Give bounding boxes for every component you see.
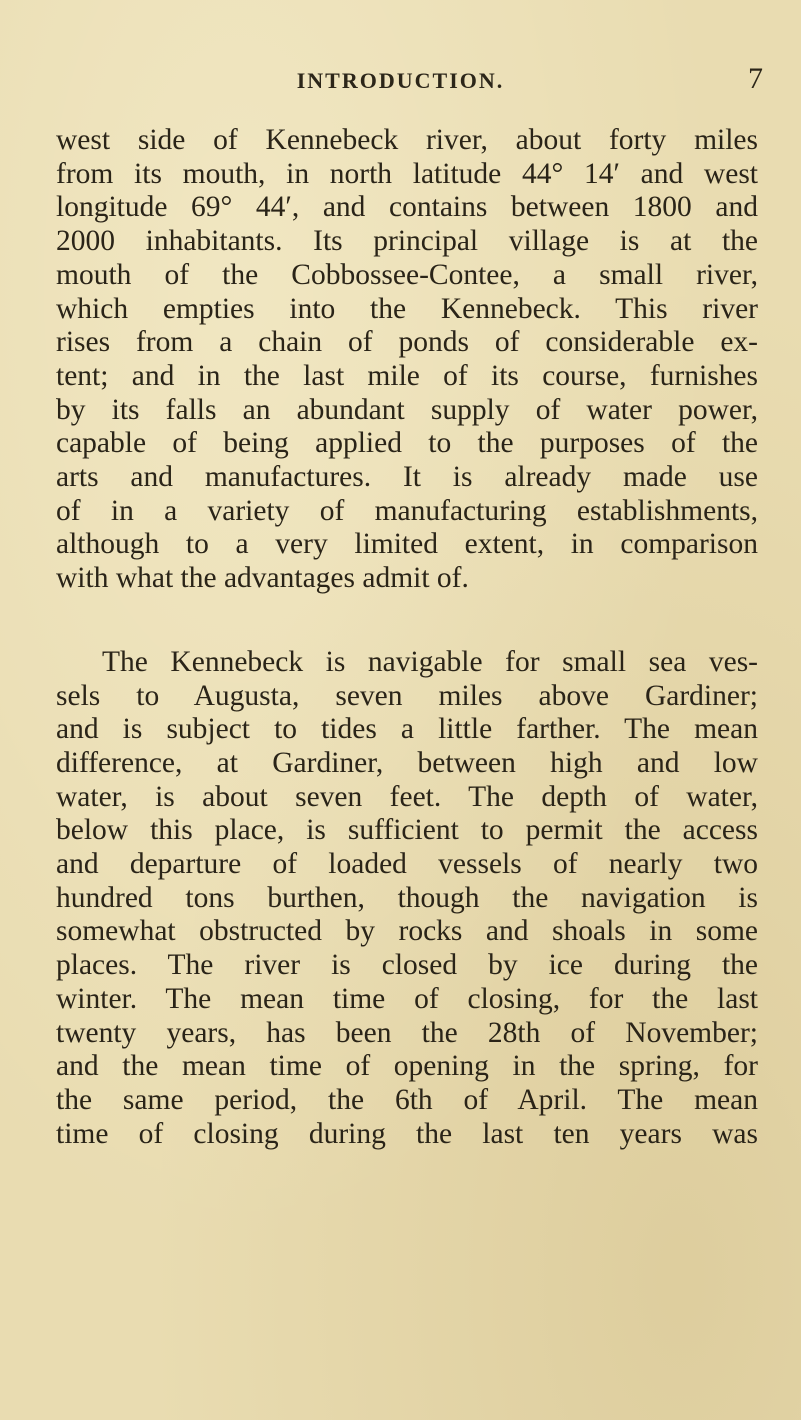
text-line: longitude 69° 44′, and contains between 1800 and: [56, 191, 758, 224]
paragraph-2: [56, 646, 758, 1152]
text-line: water, is about seven feet. The depth of water,: [56, 780, 758, 813]
text-line: capable of being applied to the purposes of the: [56, 427, 758, 460]
text-line: although to a very limited extent, in comparison: [56, 528, 758, 561]
text-line: and the mean time of opening in the spring, for: [56, 1050, 758, 1083]
text-line: 2000 inhabitants. Its principal village is at the: [56, 225, 758, 258]
paragraph-gap: [56, 596, 758, 646]
text-line: arts and manufactures. It is already made use: [56, 461, 758, 494]
text-line: and departure of loaded vessels of nearly two: [56, 848, 758, 881]
running-head: [0, 62, 801, 102]
text-line: difference, at Gardiner, between high and low: [56, 746, 758, 779]
text-line: below this place, is sufficient to permit the access: [56, 814, 758, 847]
text-line: the same period, the 6th of April. The mean: [56, 1083, 758, 1116]
text-line: of in a variety of manufacturing establishments,: [56, 494, 758, 527]
text-line: with what the advantages admit of.: [56, 562, 469, 595]
body-text: [56, 124, 758, 1151]
text-line: from its mouth, in north latitude 44° 14′ and west: [56, 157, 758, 190]
text-line: winter. The mean time of closing, for the last: [56, 982, 758, 1015]
text-line: west side of Kennebeck river, about forty miles: [56, 124, 758, 156]
text-line: time of closing during the last ten years was: [56, 1117, 758, 1150]
text-line: hundred tons burthen, though the navigation is: [56, 881, 758, 914]
text-line: by its falls an abundant supply of water power,: [56, 393, 758, 426]
text-line: twenty years, has been the 28th of November;: [56, 1016, 758, 1049]
text-line: The Kennebeck is navigable for small sea ves-: [102, 645, 758, 678]
text-line: which empties into the Kennebeck. This river: [56, 292, 758, 325]
running-head-title: INTRODUCTION.: [296, 68, 505, 93]
text-line: rises from a chain of ponds of considerable ex-: [56, 326, 758, 359]
paragraph-1: [56, 124, 758, 596]
text-line: mouth of the Cobbossee-Contee, a small river,: [56, 258, 758, 291]
text-line: sels to Augusta, seven miles above Gardiner;: [56, 679, 758, 712]
text-line: places. The river is closed by ice during the: [56, 949, 758, 982]
text-line: and is subject to tides a little farther. The mean: [56, 713, 758, 746]
page-number: 7: [748, 62, 763, 95]
text-line: somewhat obstructed by rocks and shoals in some: [56, 915, 758, 948]
text-line: tent; and in the last mile of its course, furnishes: [56, 359, 758, 392]
